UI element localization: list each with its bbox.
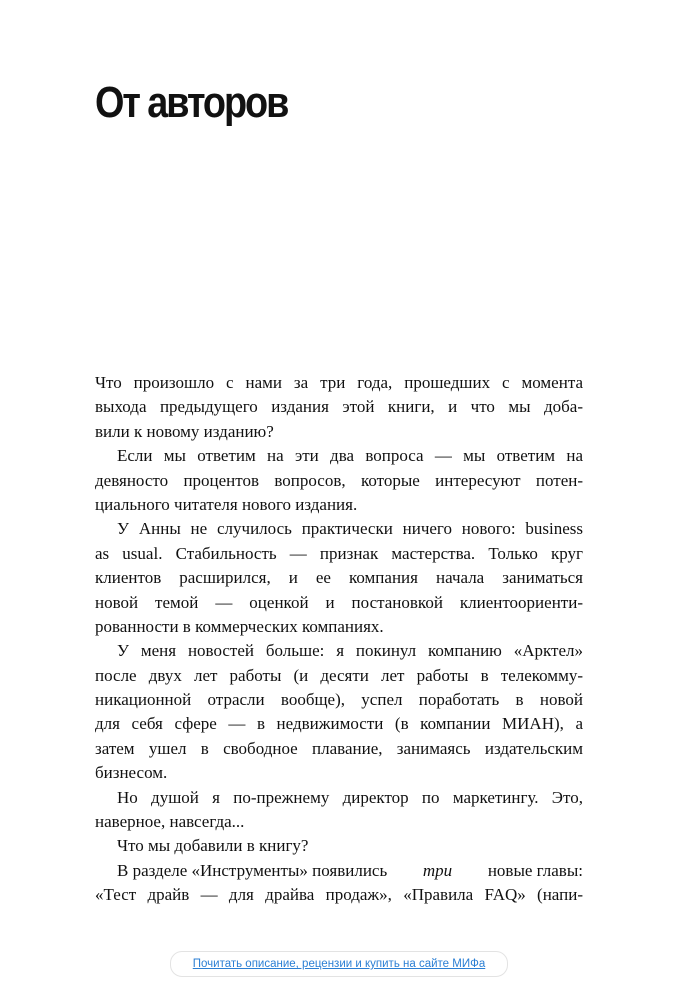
text-line: У меня новостей больше: я покинул компанию «Арктел» xyxy=(117,641,583,661)
text-line: для себя сфере — в недвижимости (в компании МИАН), а xyxy=(95,714,583,734)
text-line: новой темой — оценкой и постановкой клиентоориенти- xyxy=(95,592,583,612)
text-line: после двух лет работы (и десяти лет работы в телекомму- xyxy=(95,665,583,685)
text-line: вили к новому изданию? xyxy=(95,421,274,441)
text-line: as usual. Стабильность — признак мастерства. Только круг xyxy=(95,543,583,563)
text-line: никационной отрасли вообще), успел поработать в новой xyxy=(95,690,583,710)
page-title: От авторов xyxy=(95,78,288,127)
text-line: выхода предыдущего издания этой книги, и что мы доба- xyxy=(95,397,583,417)
text-line xyxy=(95,859,583,883)
footer-link-box xyxy=(170,951,508,977)
text-line: рованности в коммерческих компаниях. xyxy=(95,616,384,636)
text-line-part: В разделе «Инструменты» появились xyxy=(117,860,388,880)
text-line: бизнесом. xyxy=(95,763,168,783)
text-line-part: новые главы: xyxy=(487,860,583,880)
text-line: затем ушел в свободное плавание, занимаясь издательским xyxy=(95,738,583,758)
text-line: Что мы добавили в книгу? xyxy=(117,836,309,856)
body-text xyxy=(95,371,583,908)
buy-book-link[interactable]: Почитать описание, рецензии и купить на сайте МИФа xyxy=(192,958,486,970)
text-line: клиентов расширился, и ее компания начала заниматься xyxy=(95,568,583,588)
text-line: Если мы ответим на эти два вопроса — мы ответим на xyxy=(117,446,583,466)
text-line: «Тест драйв — для драйва продаж», «Правила FAQ» (напи- xyxy=(95,885,583,905)
text-line: девяносто процентов вопросов, которые интересуют потен- xyxy=(95,470,583,490)
text-line: У Анны не случилось практически ничего нового: business xyxy=(117,519,583,539)
text-line: Но душой я по-прежнему директор по маркетингу. Это, xyxy=(117,787,583,807)
text-line: циального читателя нового издания. xyxy=(95,494,358,514)
text-line: наверное, навсегда... xyxy=(95,812,245,832)
emphasis-text: три xyxy=(422,860,453,880)
text-line: Что произошло с нами за три года, прошедших с момента xyxy=(95,373,583,392)
